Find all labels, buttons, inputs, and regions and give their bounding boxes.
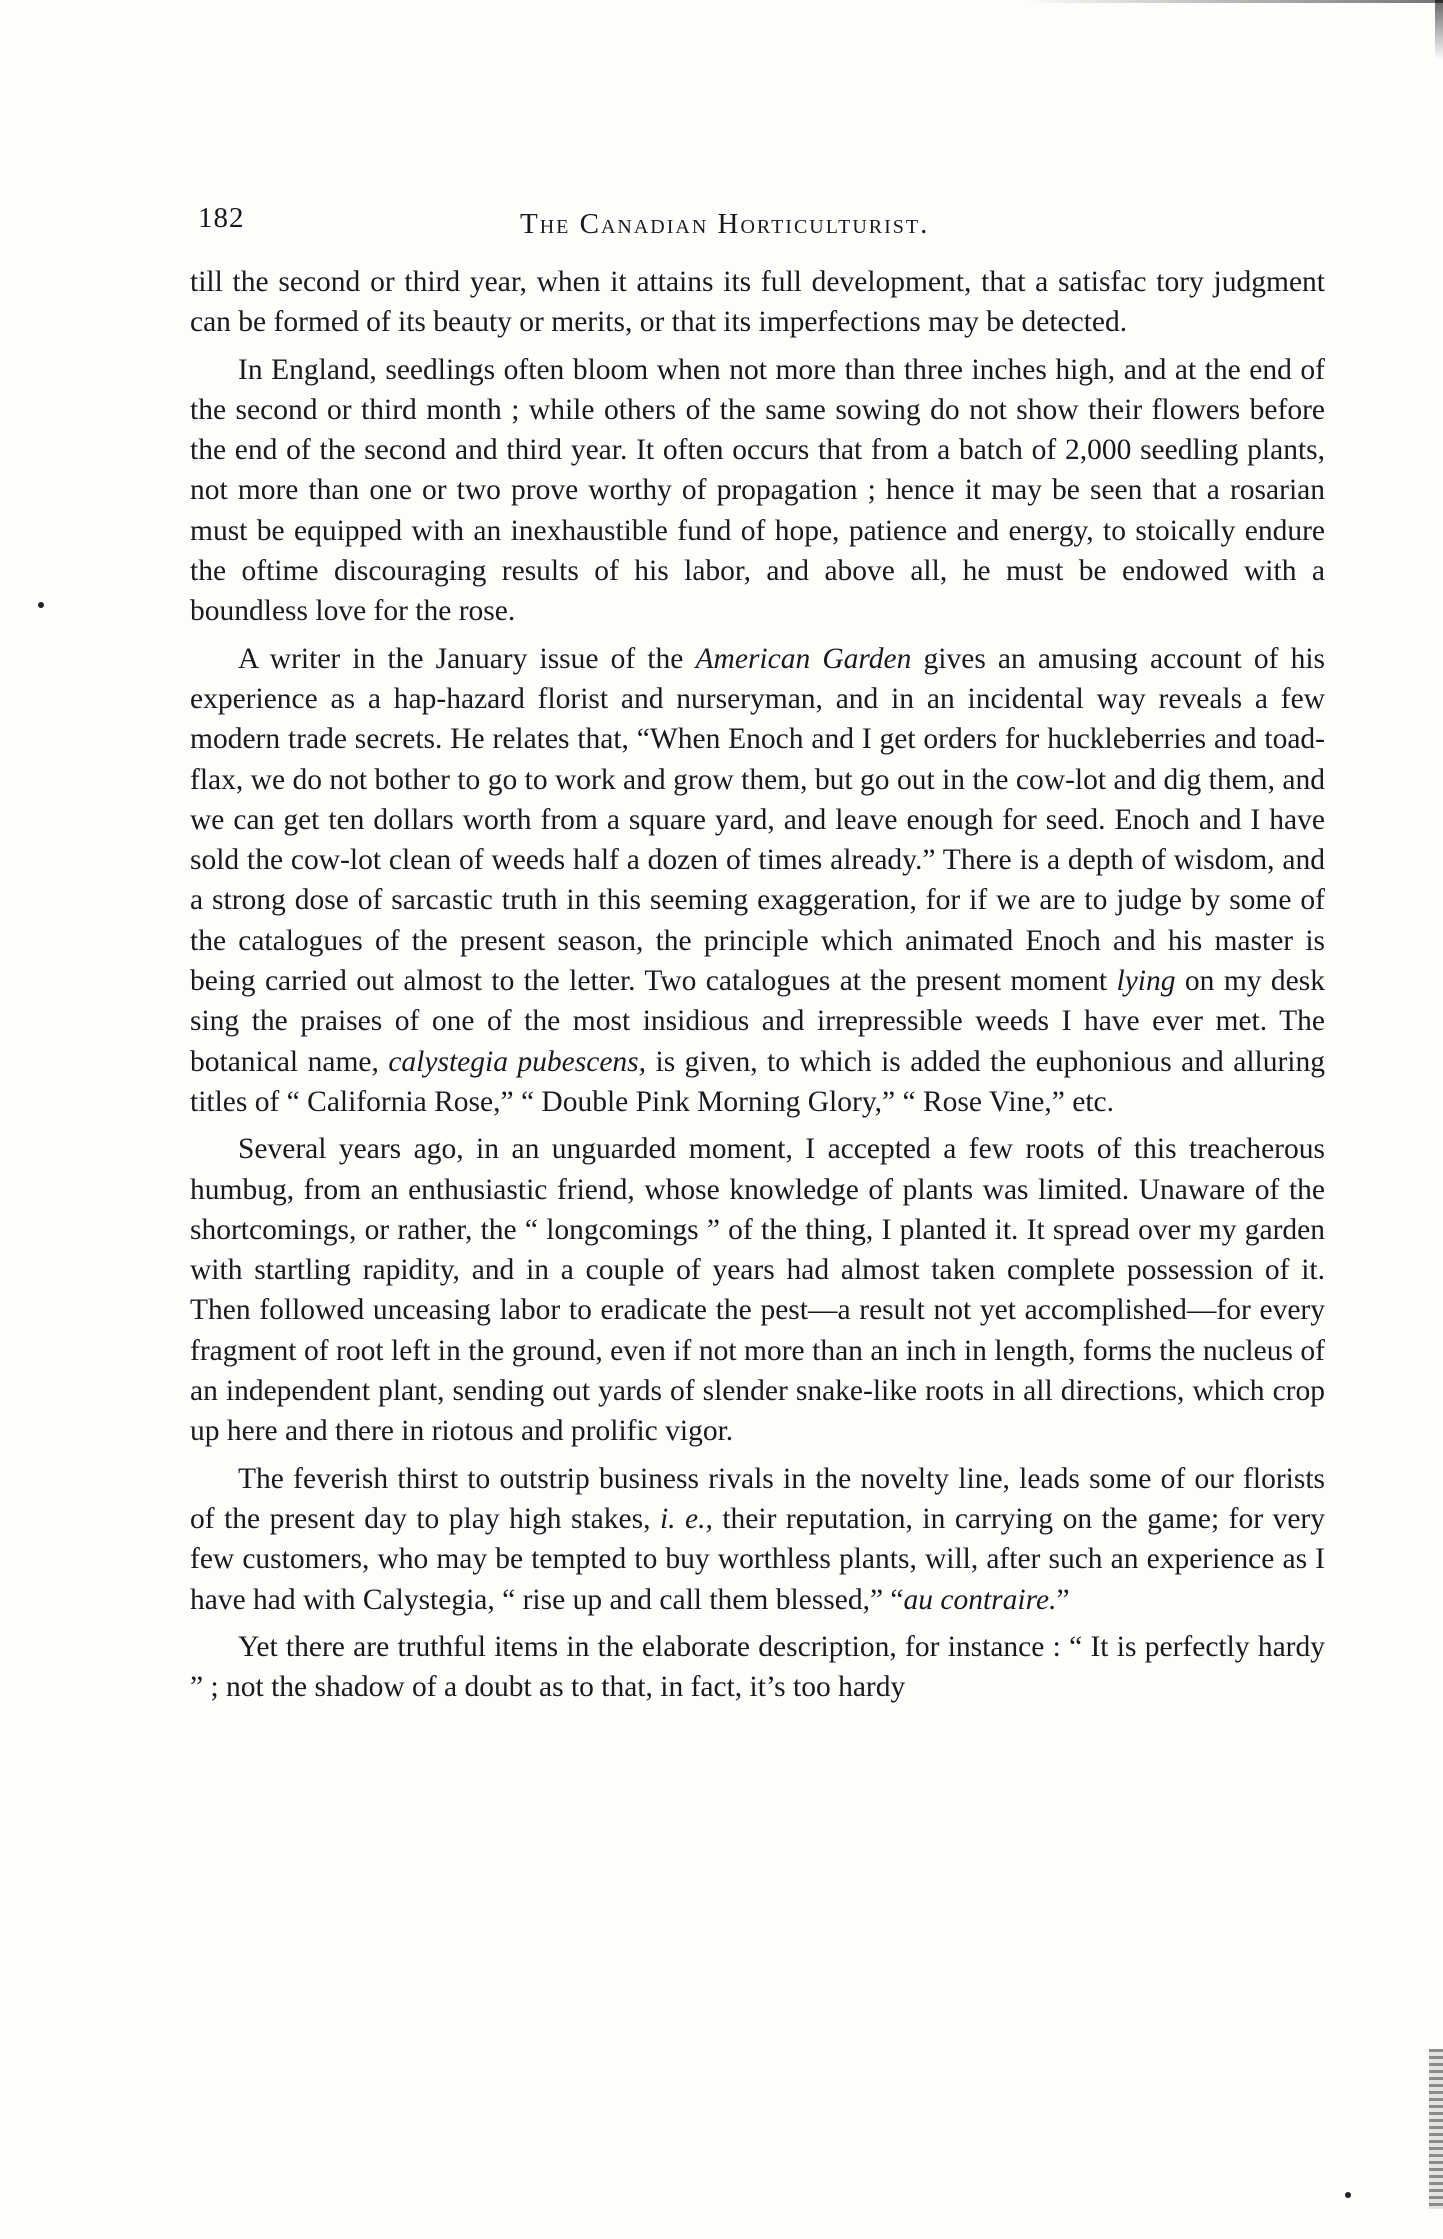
text-run: gives an amusing account of his experience as a hap-hazard florist and nurseryman, and in an incidental way reveals a few modern trade secrets. He relates that, “When Enoch and I get orders for huckleberries and toad-flax, we do not bother to go to work and grow them, but go out in the cow-lot and dig them, and we can get ten dollars worth from a square yard, and leave enough for seed. Enoch and I have sold the cow-lot clean of weeds half a dozen of times already.” There is a depth of wisdom, and a strong dose of sarcastic truth in this seeming exaggeration, for if we are to judge by some of the catalogues of the present season, the principle which animated Enoch and his master is being carried out almost to the letter. Two catalogues at the present moment [190, 642, 1325, 998]
publication-title: American Garden [695, 642, 912, 675]
article-body [190, 262, 1325, 1714]
text-run: The feverish thirst to outstrip business rivals in the novelty line, leads some of our florists of the present day to play high stakes, [190, 1462, 1325, 1535]
text-run: their reputation, in carrying on the game; for very few customers, who may be tempted to buy worthless plants, will, after such an experience as I have had with Calystegia, “ rise up and call them blessed,” “ [190, 1502, 1325, 1616]
paragraph-3 [190, 639, 1325, 1123]
text-run: A writer in the January issue of the [238, 642, 696, 675]
scan-edge-right-bottom [1429, 2049, 1443, 2209]
emphasis: i. e., [659, 1502, 713, 1535]
text-run: on my desk sing the praises of one of the most insidious and irrepressible weeds I have ever met. The botanical name, [190, 965, 1325, 1078]
emphasis: au contraire. [903, 1583, 1057, 1616]
text-run: is given, to which is added the euphonious and alluring titles of “ California Rose,” “ Double Pink Morning Glory,” “ Rose Vine,” etc. [190, 1045, 1325, 1118]
scan-speck [1345, 2192, 1351, 2198]
page-number: 182 [198, 202, 245, 234]
scan-speck [38, 602, 44, 608]
paragraph-2: In England, seedlings often bloom when not more than three inches high, and at the end of the second or third month ; while others of the same sowing do not show their flowers before the end of the second and third year. It often occurs that from a batch of 2,000 seedling plants, not more than one or two prove worthy of propagation ; hence it may be seen that a rosarian must be equipped with an inexhaustible fund of hope, patience and energy, to stoically endure the oftime discouraging results of his labor, and above all, he must be endowed with a boundless love for the rose. [190, 353, 1325, 628]
paragraph-6: Yet there are truthful items in the elaborate description, for instance : “ It is perfectly hardy ” ; not the shadow of a doubt as to that, in fact, it’s too hardy [190, 1630, 1325, 1704]
paragraph-5 [190, 1459, 1325, 1620]
emphasis: lying [1116, 965, 1176, 998]
running-title: The Canadian Horticulturist. [520, 208, 930, 240]
page-header [198, 200, 1318, 250]
scan-edge-right [1435, 0, 1443, 60]
paragraph-4: Several years ago, in an unguarded moment, I accepted a few roots of this treacherous humbug, from an enthusiastic friend, whose knowledge of plants was limited. Unaware of the shortcomings, or rather, the “ longcomings ” of the thing, I planted it. It spread over my garden with startling rapidity, and in a couple of years had almost taken complete possession of it. Then followed unceasing labor to eradicate the pest—a result not yet accomplished—for every fragment of root left in the ground, even if not more than an inch in length, forms the nucleus of an independent plant, sending out yards of slender snake-like roots in all directions, which crop up here and there in riotous and prolific vigor. [190, 1133, 1325, 1448]
botanical-name: calystegia pubescens, [388, 1045, 647, 1078]
text-run: ” [1056, 1583, 1070, 1616]
paragraph-1: till the second or third year, when it attains its full development, that a satisfac tory judgment can be formed of its beauty or merits, or that its imperfections may be detected. [190, 266, 1325, 339]
scan-edge-top [1023, 0, 1443, 3]
